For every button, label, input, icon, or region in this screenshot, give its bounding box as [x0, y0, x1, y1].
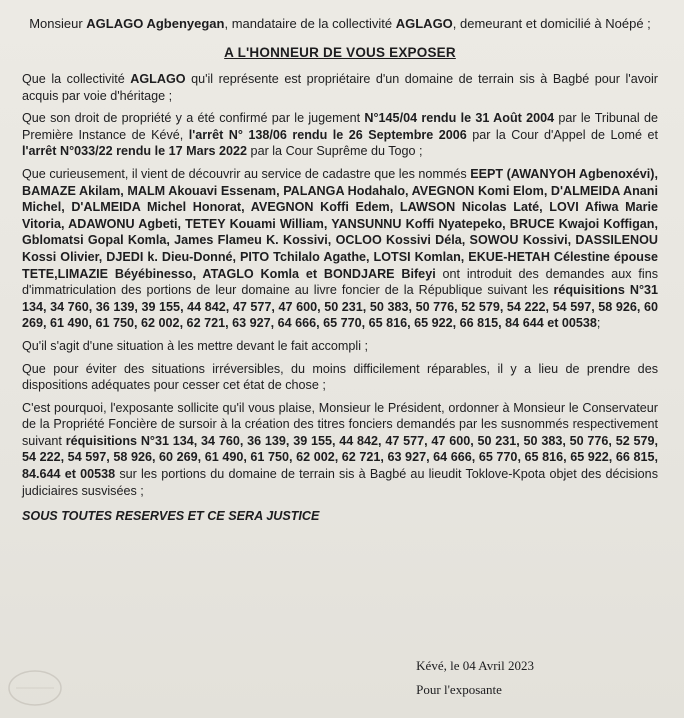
p2-jugement: N°145/04 rendu le 31 Août 2004 [364, 111, 555, 126]
date-signature-block [416, 654, 534, 702]
intro-suffix: , demeurant et domicilié à Noépé ; [452, 16, 651, 31]
paragraph-propriete [22, 71, 658, 104]
p6-text-a: C'est pourquoi, l'exposante sollicite qu'il vous plaise, Monsieur le Président, ordonner à Monsieur le Conservateur de la Propriété Foncière de sursoir à la création des titres fonciers demandés par les susnommés respectivement suivant [22, 400, 658, 448]
p3-requisitions: réquisitions N°31 134, 34 760, 36 139, 39 155, 44 842, 47 577, 47 600, 50 231, 50 383, 50 776, 52 579, 54 222, 54 597, 58 926, 60 269, 61 490, 61 750, 62 002, 62 721, 63 927, 64 666, 65 770, 65 816, 65 922, 66 815, 84 644 et 00538 [22, 283, 659, 331]
p3-text-e: ; [596, 316, 601, 331]
p6-text-c: sur les portions du domaine de terrain sis à Bagbé au lieudit Toklove-Kpota objet des décisions judiciaires susvisées ; [22, 467, 658, 498]
paragraph-fait-accompli: Qu'il s'agit d'une situation à les mettre devant le fait accompli ; [22, 338, 369, 353]
mandataire-name: AGLAGO Agbenyegan [86, 16, 225, 31]
p2-text-e: par la Cour d'Appel de Lomé et [466, 127, 658, 142]
p1-bold: AGLAGO [130, 72, 186, 86]
p3-names: EEPT (AWANYOH Agbenoxévi), BAMAZE Akilam, MALM Akouavi Essenam, PALANGA Hodahalo, AVEGNON Komi Elom, D'ALMEIDA Anani Michel, D'ALMEIDA Michel Honorat, AVEGNON Koffi Edem, LAWSON Nicolas Laté, LOVI Afiwa Marie Vitoria, ADAWONU Agbeti, TETEY Kouami William, YANSUNNU Koffi Nyatepeko, BRUCE Kwajoi Koffigan, Gblomatsi Gopal Komla, James Flameu K. Kossivi, OCLOO Kossivi Déla, SOWOU Kossivi, DASSILENOU Kossi Olivier, DJEDI k. Dieu-Donné, PITO Tchilalo Agathe, LOTSI Komlan, EKUE-HETAH Célestine épouse TETE,LIMAZIE Béyébinesso, ATAGLO Komla et BONDJARE Bifeyi [22, 166, 658, 281]
faded-stamp-icon [6, 668, 64, 708]
p2-text-c: par le Tribunal de Première Instance de Kévé, [22, 111, 659, 142]
closing-formula: SOUS TOUTES RESERVES ET CE SERA JUSTICE [22, 509, 320, 524]
paragraph-demande [22, 400, 658, 500]
p2-text-a: Que son droit de propriété y a été confirmé par le jugement [22, 111, 365, 126]
paragraph-dispositions: Que pour éviter des situations irréversibles, du moins difficilement réparables, il y a lieu de prendre des dispositions adéquates pour cesser cet état de chose ; [22, 361, 658, 393]
p3-text-a: Que curieusement, il vient de découvrir au service de cadastre que les nommés [22, 166, 471, 181]
collectivite-name: AGLAGO [395, 16, 453, 31]
intro-middle: , mandataire de la collectivité [224, 16, 396, 31]
p2-text-g: par la Cour Suprême du Togo ; [247, 144, 423, 159]
paragraph-cadastre [22, 166, 658, 332]
p2-arret-appel: l'arrêt N° 138/06 rendu le 26 Septembre 2006 [188, 127, 467, 142]
date-line: Kévé, le 04 Avril 2023 [416, 658, 534, 673]
p2-arret-supreme: l'arrêt N°033/22 rendu le 17 Mars 2022 [22, 144, 248, 159]
p1-text-a: Que la collectivité [22, 72, 131, 86]
signature-line: Pour l'exposante [416, 682, 502, 697]
p6-requisitions: réquisitions N°31 134, 34 760, 36 139, 39 155, 44 842, 47 577, 47 600, 50 231, 50 383, 50 776, 52 579, 54 222, 54 597, 58 926, 60 269, 61 490, 61 750, 62 002, 62 721, 63 927, 64 666, 65 770, 65 816, 65 922, 66 815, 84.644 et 00538 [22, 433, 658, 482]
paragraph-jugements [22, 110, 658, 160]
intro-paragraph [22, 16, 658, 32]
section-title: A L'HONNEUR DE VOUS EXPOSER [224, 45, 456, 60]
p1-text-c: qu'il représente est propriétaire d'un domaine de terrain sis à Bagbé pour l'avoir acquis par voie d'héritage ; [22, 72, 658, 103]
p3-text-c: ont introduit des demandes aux fins d'immatriculation des portions de leur domaine au livre foncier de la République suivant les [22, 266, 658, 298]
intro-prefix: Monsieur [29, 16, 87, 31]
